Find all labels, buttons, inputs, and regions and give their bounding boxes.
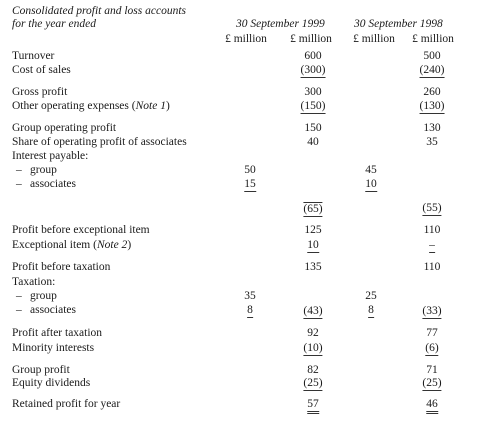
interest-total-1999: (65) xyxy=(303,203,323,215)
turnover-label: Turnover xyxy=(12,50,55,62)
other-opex-1998: (130) xyxy=(419,100,445,112)
unit-header-1998-main: £ million xyxy=(412,33,454,45)
statement-title-line2: for the year ended xyxy=(12,18,96,30)
equity-div-1999: (25) xyxy=(303,377,323,389)
retained-label: Retained profit for year xyxy=(12,398,121,410)
profit-before-tax-1999: 135 xyxy=(304,261,322,273)
interest-group-1998: 45 xyxy=(365,164,377,176)
tax-assoc-label: associates xyxy=(30,304,76,316)
profit-after-tax-1998: 77 xyxy=(426,327,438,339)
interest-assoc-1999: 15 xyxy=(244,178,256,190)
profit-after-tax-1999: 92 xyxy=(307,327,319,339)
share-assoc-1998: 35 xyxy=(426,136,438,148)
period-1998-header: 30 September 1998 xyxy=(354,18,443,30)
minority-1998: (6) xyxy=(425,342,439,354)
group-op-profit-1999: 150 xyxy=(304,122,322,134)
interest-group-bullet: – xyxy=(16,164,22,176)
group-profit-label: Group profit xyxy=(12,364,70,376)
interest-assoc-1998: 10 xyxy=(365,178,377,190)
tax-assoc-bullet: – xyxy=(16,304,22,316)
interest-group-label: group xyxy=(30,164,57,176)
unit-header-1999-sub: £ million xyxy=(225,33,267,45)
other-opex-label: Other operating expenses (Note 1) xyxy=(12,100,170,112)
minority-1999: (10) xyxy=(303,342,323,354)
group-profit-1999: 82 xyxy=(307,364,319,376)
tax-group-bullet: – xyxy=(16,290,22,302)
gross-profit-label: Gross profit xyxy=(12,86,68,98)
interest-total-1998: (55) xyxy=(422,202,442,214)
tax-total-1999: (43) xyxy=(303,305,323,317)
minority-label: Minority interests xyxy=(12,342,95,354)
exceptional-1998: – xyxy=(429,239,435,251)
gross-profit-1998: 260 xyxy=(423,86,441,98)
cost-of-sales-1999: (300) xyxy=(300,64,326,76)
retained-1998: 46 xyxy=(426,398,438,414)
profit-before-tax-1998: 110 xyxy=(423,261,441,273)
period-1999-header: 30 September 1999 xyxy=(236,18,325,30)
profit-after-tax-label: Profit after taxation xyxy=(12,327,103,339)
unit-header-1998-sub: £ million xyxy=(353,33,395,45)
interest-payable-label: Interest payable: xyxy=(12,150,89,162)
equity-div-label: Equity dividends xyxy=(12,377,91,389)
exceptional-label: Exceptional item (Note 2) xyxy=(12,239,132,251)
interest-group-1999: 50 xyxy=(244,164,256,176)
interest-assoc-label: associates xyxy=(30,178,76,190)
gross-profit-1999: 300 xyxy=(304,86,322,98)
group-op-profit-label: Group operating profit xyxy=(12,122,117,134)
tax-assoc-1998: 8 xyxy=(368,304,374,316)
profit-before-exc-1998: 110 xyxy=(423,224,441,236)
group-profit-1998: 71 xyxy=(426,364,438,376)
interest-assoc-bullet: – xyxy=(16,178,22,190)
share-assoc-1999: 40 xyxy=(307,136,319,148)
turnover-1999: 600 xyxy=(304,50,322,62)
profit-before-exc-1999: 125 xyxy=(304,224,322,236)
profit-before-exc-label: Profit before exceptional item xyxy=(12,224,150,236)
profit-before-tax-label: Profit before taxation xyxy=(12,261,111,273)
tax-group-1998: 25 xyxy=(365,290,377,302)
cost-of-sales-1998: (240) xyxy=(419,64,445,76)
unit-header-1999-main: £ million xyxy=(290,33,332,45)
exceptional-1999: 10 xyxy=(307,239,319,251)
retained-1999: 57 xyxy=(307,398,319,414)
tax-group-1999: 35 xyxy=(244,290,256,302)
equity-div-1998: (25) xyxy=(422,377,442,389)
taxation-label: Taxation: xyxy=(12,276,56,288)
other-opex-1999: (150) xyxy=(300,100,326,112)
group-op-profit-1998: 130 xyxy=(423,122,441,134)
note-1-reference: Note 1 xyxy=(135,100,166,112)
statement-title-line1: Consolidated profit and loss accounts xyxy=(12,5,186,17)
turnover-1998: 500 xyxy=(423,50,441,62)
tax-assoc-1999: 8 xyxy=(247,304,253,316)
cost-of-sales-label: Cost of sales xyxy=(12,64,71,76)
share-assoc-label: Share of operating profit of associates xyxy=(12,136,187,148)
tax-total-1998: (33) xyxy=(422,305,442,317)
tax-group-label: group xyxy=(30,290,57,302)
note-2-reference: Note 2 xyxy=(96,239,128,251)
